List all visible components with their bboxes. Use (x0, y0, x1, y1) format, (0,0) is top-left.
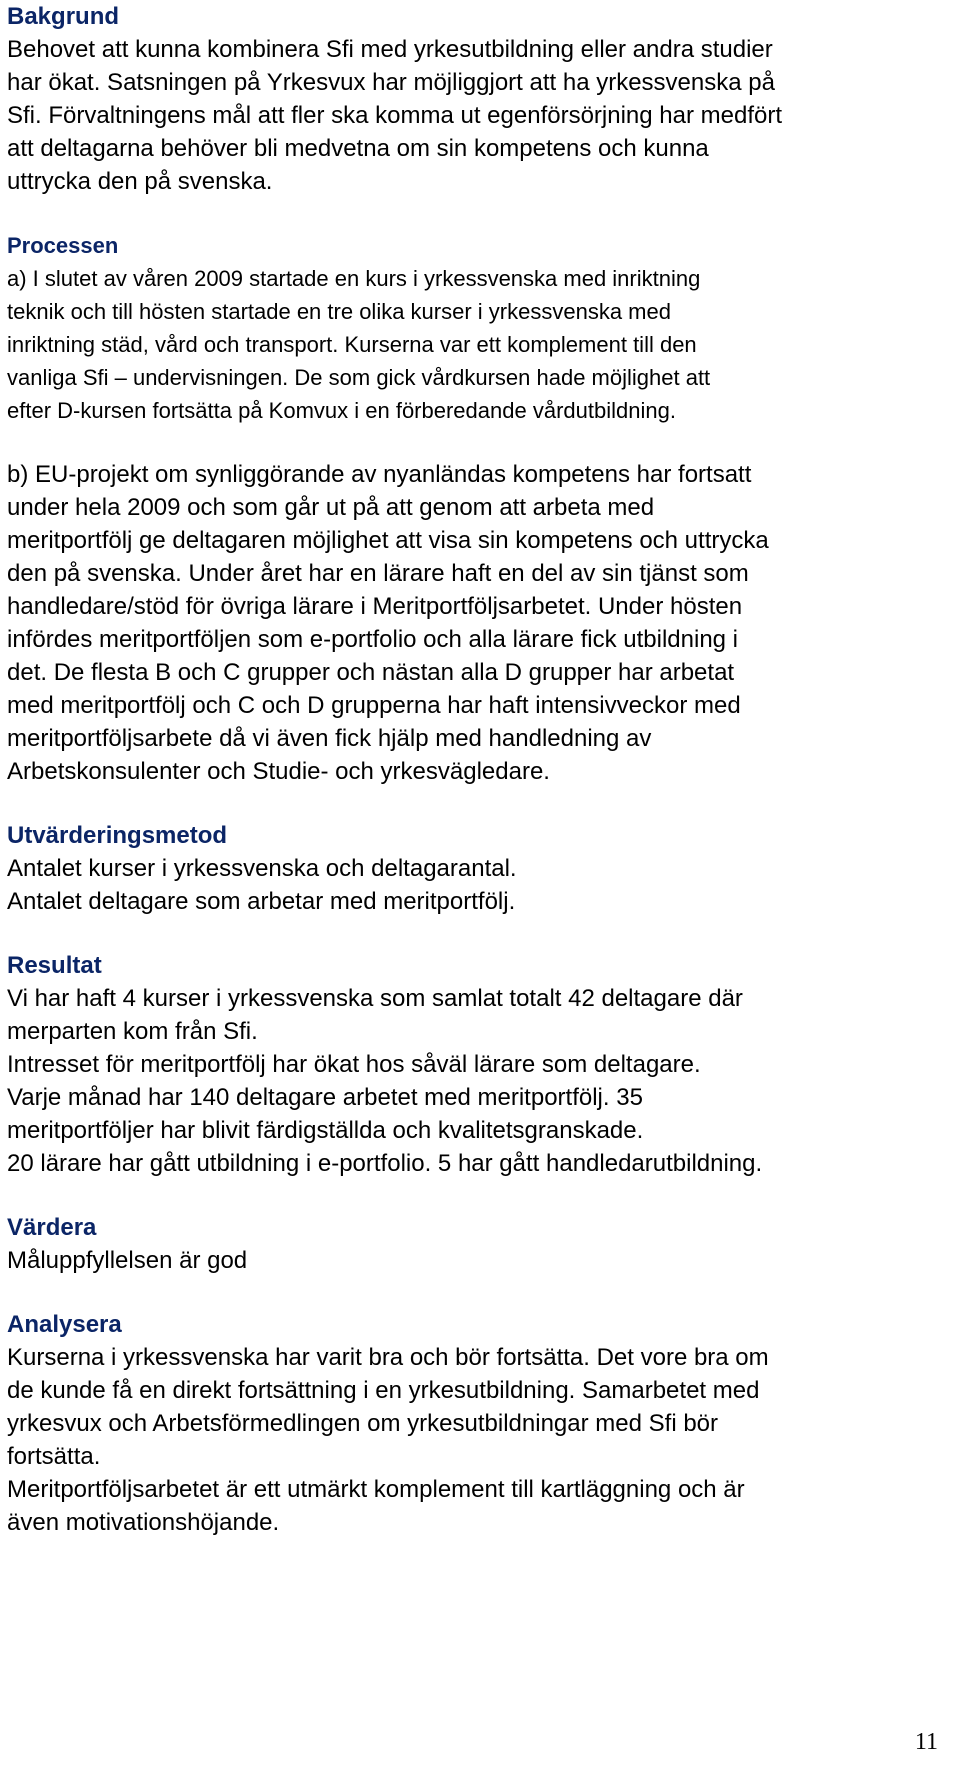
section-vardera (7, 1211, 937, 1277)
heading-vardera: Värdera (7, 1214, 97, 1241)
text-line: Arbetskonsulenter och Studie- och yrkesvägledare. (7, 758, 550, 785)
text-line: uttrycka den på svenska. (7, 168, 273, 195)
text-line: att deltagarna behöver bli medvetna om sin kompetens och kunna (7, 135, 709, 162)
text-line: merparten kom från Sfi. (7, 1018, 258, 1045)
heading-processen: Processen (7, 233, 119, 258)
text-line: Intresset för meritportfölj har ökat hos såväl lärare som deltagare. (7, 1051, 701, 1078)
text-line: yrkesvux och Arbetsförmedlingen om yrkesutbildningar med Sfi bör (7, 1410, 718, 1437)
text-line: fortsätta. (7, 1443, 101, 1470)
text-line: Meritportföljsarbetet är ett utmärkt komplement till kartläggning och är (7, 1476, 745, 1503)
text-line: a) I slutet av våren 2009 startade en kurs i yrkessvenska med inriktning (7, 266, 701, 291)
text-line: under hela 2009 och som går ut på att genom att arbeta med (7, 494, 655, 521)
text-line: Vi har haft 4 kurser i yrkessvenska som samlat totalt 42 deltagare där (7, 985, 743, 1012)
heading-analysera: Analysera (7, 1311, 122, 1338)
heading-bakgrund: Bakgrund (7, 3, 120, 30)
section-processen (7, 229, 937, 427)
text-line: meritportföljer har blivit färdigställda och kvalitetsgranskade. (7, 1117, 644, 1144)
text-line: de kunde få en direkt fortsättning i en yrkesutbildning. Samarbetet med (7, 1377, 760, 1404)
text-line: inriktning städ, vård och transport. Kurserna var ett komplement till den (7, 332, 697, 357)
text-line: vanliga Sfi – undervisningen. De som gick vårdkursen hade möjlighet att (7, 365, 711, 390)
heading-resultat: Resultat (7, 952, 102, 979)
text-line: Antalet deltagare som arbetar med meritportfölj. (7, 888, 516, 915)
text-line: b) EU-projekt om synliggörande av nyanländas kompetens har fortsatt (7, 461, 752, 488)
text-line: infördes meritportföljen som e-portfolio och alla lärare fick utbildning i (7, 626, 739, 653)
section-bakgrund (7, 0, 937, 198)
page-number: 11 (914, 1729, 938, 1755)
bakgrund-body (7, 33, 937, 198)
text-line: har ökat. Satsningen på Yrkesvux har möjliggjort att ha yrkessvenska på (7, 69, 775, 96)
text-line: meritportfölj ge deltagaren möjlighet att visa sin kompetens och uttrycka (7, 527, 769, 554)
text-line: den på svenska. Under året har en lärare haft en del av sin tjänst som (7, 560, 749, 587)
document-page (7, 0, 937, 1539)
text-line: med meritportfölj och C och D grupperna har haft intensivveckor med (7, 692, 741, 719)
text-line: 20 lärare har gått utbildning i e-portfolio. 5 har gått handledarutbildning. (7, 1150, 763, 1177)
text-line: teknik och till hösten startade en tre olika kurser i yrkessvenska med (7, 299, 671, 324)
text-line: Kurserna i yrkessvenska har varit bra och bör fortsätta. Det vore bra om (7, 1344, 769, 1371)
processen-part-a (7, 262, 937, 427)
text-line: handledare/stöd för övriga lärare i Meritportföljsarbetet. Under hösten (7, 593, 743, 620)
processen-part-b (7, 458, 937, 788)
section-resultat (7, 949, 937, 1180)
text-line: Måluppfyllelsen är god (7, 1247, 248, 1274)
text-line: det. De flesta B och C grupper och nästan alla D grupper har arbetat (7, 659, 735, 686)
section-utvardering (7, 819, 937, 918)
text-line: Sfi. Förvaltningens mål att fler ska komma ut egenförsörjning har medfört (7, 102, 783, 129)
text-line: meritportföljsarbete då vi även fick hjälp med handledning av (7, 725, 652, 752)
text-line: Antalet kurser i yrkessvenska och deltagarantal. (7, 855, 517, 882)
text-line: efter D-kursen fortsätta på Komvux i en förberedande vårdutbildning. (7, 398, 676, 423)
text-line: Behovet att kunna kombinera Sfi med yrkesutbildning eller andra studier (7, 36, 773, 63)
text-line: även motivationshöjande. (7, 1509, 280, 1536)
text-line: Varje månad har 140 deltagare arbetet med meritportfölj. 35 (7, 1084, 643, 1111)
heading-utvarderingsmetod: Utvärderingsmetod (7, 822, 228, 849)
section-analysera (7, 1308, 937, 1539)
